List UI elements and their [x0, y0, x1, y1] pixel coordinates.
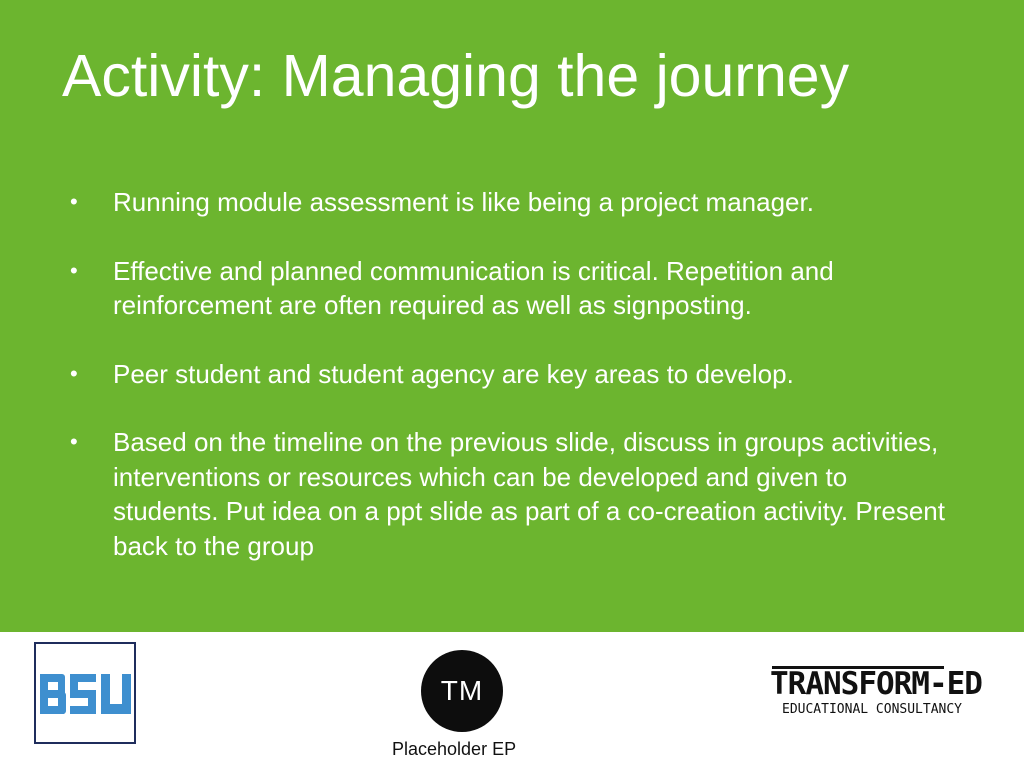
bullet-item [68, 185, 948, 220]
bsu-logo-text: BSU [85, 738, 88, 739]
transform-ed-logo [770, 666, 995, 726]
bullet-item [68, 357, 948, 392]
bullet-icon: • [70, 257, 78, 283]
transform-ed-logo-sub: EDUCATIONAL CONSULTANCY [782, 702, 963, 717]
tm-label: Placeholder EP [392, 739, 517, 759]
bullet-icon: • [70, 189, 78, 214]
bullet-item [68, 254, 948, 323]
bullet-text: Effective and planned communication is critical. Repetition and reinforcement are often required as well as signposting. [113, 255, 834, 320]
bsu-logo [34, 642, 136, 744]
slide-title: Activity: Managing the journey [62, 43, 850, 109]
bullet-item [68, 425, 948, 563]
bullet-text: Running module assessment is like being a project manager. [113, 187, 814, 217]
bullet-text: Based on the timeline on the previous slide, discuss in groups activities, interventions or resources which can be developed and given to students. Put idea on a ppt slide as part of a co-creation activity. Present back to the group [113, 427, 945, 561]
bsu-logo-graphic [36, 644, 134, 742]
bullet-list [68, 185, 948, 597]
bullet-icon: • [70, 360, 78, 386]
logo-footer [0, 632, 1024, 768]
bullet-text: Peer student and student agency are key areas to develop. [113, 358, 794, 389]
bullet-icon: • [70, 429, 78, 454]
tm-badge: TM [421, 650, 503, 732]
transform-ed-logo-main: TRANSFORM-ED [770, 666, 982, 702]
